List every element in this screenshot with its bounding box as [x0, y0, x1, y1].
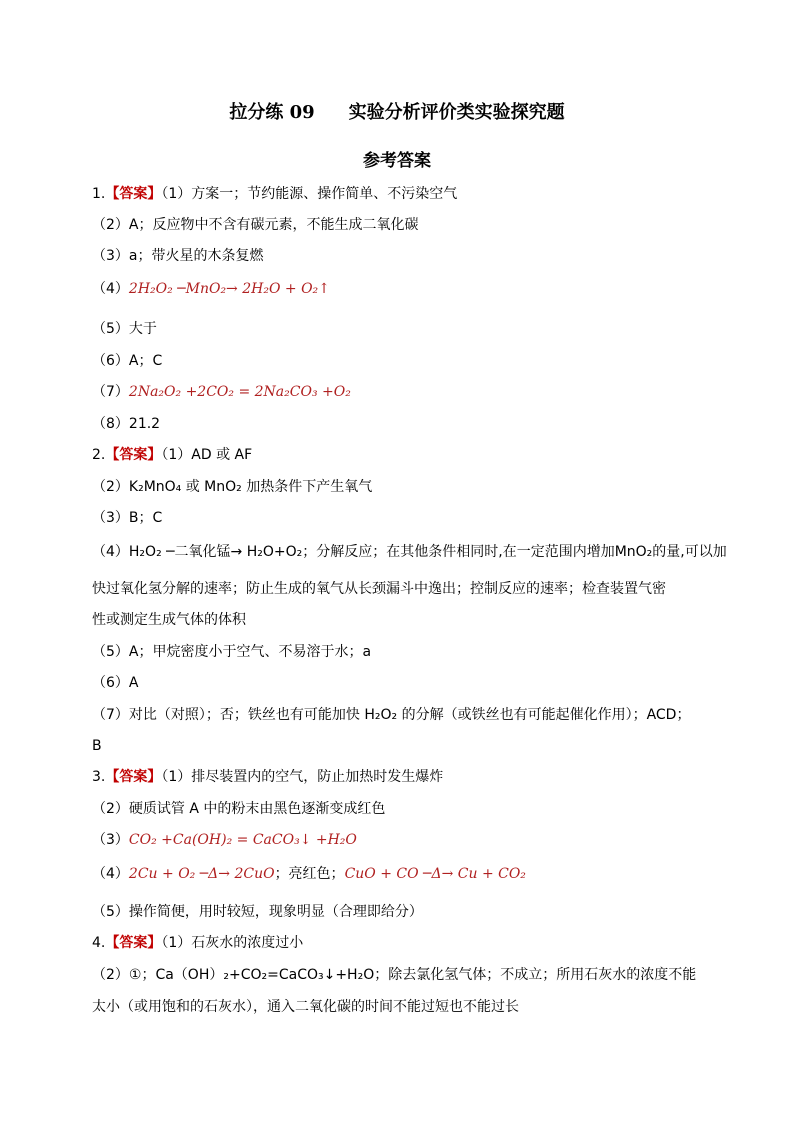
answer-text: （3）	[92, 832, 129, 848]
answer-text: （3）a；带火星的木条复燃	[92, 248, 264, 264]
chemical-formula: CO₂ +Ca(OH)₂ = CaCO₃↓ +H₂O	[128, 832, 357, 848]
answer-line	[92, 446, 252, 464]
question-number: 1.	[92, 186, 106, 202]
answer-line	[92, 543, 727, 561]
answer-text: （5）A；甲烷密度小于空气、不易溶于水；a	[92, 644, 372, 660]
answer-line	[92, 998, 519, 1016]
answer-line	[92, 580, 666, 598]
answer-line	[92, 216, 418, 234]
answer-line	[92, 934, 303, 952]
answer-text: （1）排尽装置内的空气，防止加热时发生爆炸	[161, 769, 444, 785]
answer-text: （2）①；Ca（OH）₂+CO₂=CaCO₃↓+H₂O；除去氯化氢气体；不成立；所用石灰水的浓度不能	[92, 967, 697, 983]
question-number: 3.	[92, 769, 106, 785]
answer-line	[92, 185, 457, 203]
answer-line	[92, 478, 372, 496]
answer-line	[92, 737, 102, 755]
answer-text: （4）H₂O₂ ─二氧化锰→ H₂O+O₂；分解反应；在其他条件相同时,在一定范围内增加MnO₂的量,可以加	[92, 544, 727, 560]
answer-line	[92, 352, 162, 370]
answer-tag: 【答案】	[105, 186, 162, 202]
answer-line	[92, 509, 162, 527]
question-number: 4.	[92, 935, 106, 951]
answer-text: （7）对比（对照）；否；铁丝也有可能加快 H₂O₂ 的分解（或铁丝也有可能起催化作用）；ACD；	[92, 707, 691, 723]
question-number: 2.	[92, 447, 106, 463]
answer-text: （1）石灰水的浓度过小	[161, 935, 304, 951]
answer-text: 快过氧化氢分解的速率；防止生成的氧气从长颈漏斗中逸出；控制反应的速率；检查装置气密	[92, 581, 666, 597]
chemical-formula: 2Na₂O₂ +2CO₂ = 2Na₂CO₃ +O₂	[128, 384, 351, 400]
answer-text: （2）A；反应物中不含有碳元素，不能生成二氧化碳	[92, 217, 419, 233]
answer-text: （8）21.2	[92, 416, 161, 432]
answer-text: （3）B；C	[92, 510, 163, 526]
answer-text: ；亮红色；	[274, 866, 345, 882]
answer-text: （6）A；C	[92, 353, 163, 369]
answer-line	[92, 674, 138, 692]
answer-text: （2）硬质试管 A 中的粉末由黑色逐渐变成红色	[92, 801, 386, 817]
chemical-formula: 2H₂O₂ ─MnO₂→ 2H₂O + O₂↑	[128, 281, 330, 297]
answer-text: （4）	[92, 281, 129, 297]
answer-text: （2）K₂MnO₄ 或 MnO₂ 加热条件下产生氧气	[92, 479, 373, 495]
page-subtitle: 参考答案	[363, 151, 431, 171]
answer-text: B	[92, 738, 102, 754]
answer-text: （5）操作简便，用时较短，现象明显（合理即给分）	[92, 904, 423, 920]
title-right: 实验分析评价类实验探究题	[348, 102, 565, 123]
title-left: 拉分练 09	[229, 102, 315, 123]
page-title	[0, 98, 794, 124]
answer-line	[92, 706, 690, 724]
answer-line	[92, 643, 371, 661]
answer-tag: 【答案】	[105, 447, 162, 463]
answer-line	[92, 415, 160, 433]
answer-line	[92, 903, 423, 921]
answer-text: 太小（或用饱和的石灰水），通入二氧化碳的时间不能过短也不能过长	[92, 999, 519, 1015]
answer-text: 性或测定生成气体的体积	[92, 612, 246, 628]
answer-text: （1）AD 或 AF	[161, 447, 253, 463]
answer-line	[92, 247, 264, 265]
answer-line	[92, 320, 157, 338]
answer-line	[92, 611, 246, 629]
answer-tag: 【答案】	[105, 935, 162, 951]
answer-line	[92, 383, 351, 401]
answer-text: （6）A	[92, 675, 139, 691]
answer-line	[92, 800, 385, 818]
answer-text: （7）	[92, 384, 129, 400]
chemical-formula: CuO + CO ─Δ→ Cu + CO₂	[344, 866, 526, 882]
answer-line	[92, 280, 330, 298]
answer-line	[92, 768, 443, 786]
answer-text: （4）	[92, 866, 129, 882]
answer-tag: 【答案】	[105, 769, 162, 785]
chemical-formula: 2Cu + O₂ ─Δ→ 2CuO	[128, 866, 275, 882]
answer-text: （5）大于	[92, 321, 157, 337]
answer-text: （1）方案一；节约能源、操作简单、不污染空气	[161, 186, 458, 202]
answer-line	[92, 966, 696, 984]
answer-line	[92, 865, 526, 883]
answer-line	[92, 831, 357, 849]
